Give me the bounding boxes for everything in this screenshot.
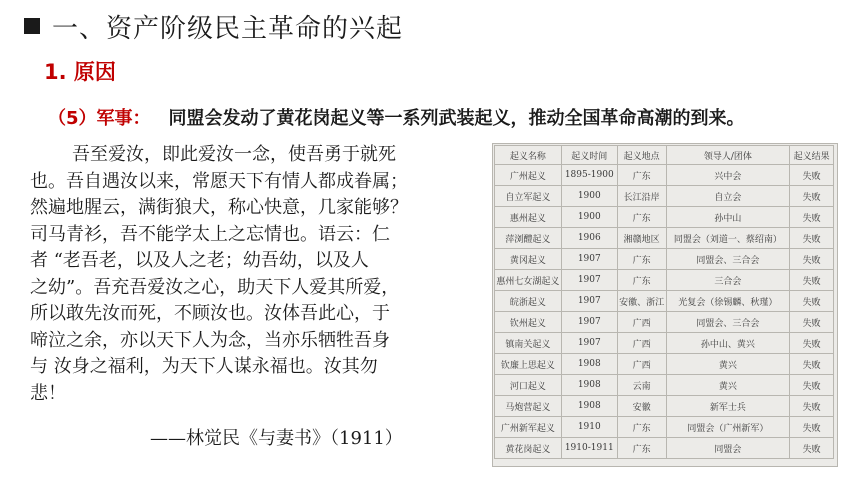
- table-cell: 失败: [790, 165, 834, 186]
- table-cell: 失败: [790, 354, 834, 375]
- table-cell: 同盟会、三合会: [666, 312, 790, 333]
- table-cell: 安徽、浙江: [617, 291, 666, 312]
- letter-line: 悲！: [30, 382, 66, 404]
- table-header-row: [495, 146, 834, 165]
- table-cell: 失败: [790, 249, 834, 270]
- table-cell: 失败: [790, 291, 834, 312]
- table-row: [495, 354, 834, 375]
- table-cell: 1895-1900: [561, 165, 617, 186]
- table-cell: 1900: [561, 207, 617, 228]
- table-row: [495, 249, 834, 270]
- table-cell: 广东: [617, 249, 666, 270]
- table-cell: 黄兴: [666, 375, 790, 396]
- uprising-table-image: [492, 143, 838, 467]
- table-cell: 广西: [617, 312, 666, 333]
- table-cell: 1910-1911: [561, 438, 617, 459]
- table-cell: 广州新军起义: [495, 417, 562, 438]
- table-cell: 失败: [790, 312, 834, 333]
- letter-line: 之幼”。吾充吾爱汝之心，助天下人爱其所爱，: [30, 276, 400, 298]
- letter-line: 与 汝身之福利，为天下人谋永福也。汝其勿: [30, 356, 378, 377]
- table-cell: 广州起义: [495, 165, 562, 186]
- table-cell: 1907: [561, 291, 617, 312]
- table-cell: 失败: [790, 333, 834, 354]
- letter-line: 者 “老吾老，以及人之老；幼吾幼，以及人: [30, 250, 369, 271]
- table-row: [495, 165, 834, 186]
- table-cell: 钦州起义: [495, 312, 562, 333]
- table-cell: 安徽: [617, 396, 666, 417]
- table-cell: 失败: [790, 375, 834, 396]
- letter-line: 然遍地腥云，满街狼犬，称心快意，几家能够？: [30, 197, 408, 218]
- table-row: [495, 438, 834, 459]
- table-cell: 黄冈起义: [495, 249, 562, 270]
- table-cell: 广西: [617, 354, 666, 375]
- table-cell: 兴中会: [666, 165, 790, 186]
- table-cell: 光复会（徐锡麟、秋瑾）: [666, 291, 790, 312]
- table-cell: 1907: [561, 333, 617, 354]
- table-cell: 萍浏醴起义: [495, 228, 562, 249]
- table-row: [495, 270, 834, 291]
- table-row: [495, 186, 834, 207]
- table-cell: 广东: [617, 417, 666, 438]
- table-cell: 失败: [790, 186, 834, 207]
- table-cell: 失败: [790, 438, 834, 459]
- table-cell: 1908: [561, 396, 617, 417]
- table-cell: 皖浙起义: [495, 291, 562, 312]
- table-cell: 1907: [561, 249, 617, 270]
- table-cell: 1907: [561, 270, 617, 291]
- table-cell: 黄兴: [666, 354, 790, 375]
- table-cell: 1908: [561, 354, 617, 375]
- table-cell: 1908: [561, 375, 617, 396]
- table-cell: 1906: [561, 228, 617, 249]
- letter-signature: ——林觉民《与妻书》（1911）: [150, 428, 403, 449]
- table-row: [495, 291, 834, 312]
- table-cell: 同盟会、三合会: [666, 249, 790, 270]
- table-cell: 广东: [617, 270, 666, 291]
- table-cell: 孙中山: [666, 207, 790, 228]
- table-cell: 失败: [790, 207, 834, 228]
- table-cell: 钦廉上思起义: [495, 354, 562, 375]
- table-cell: 马炮营起义: [495, 396, 562, 417]
- letter-excerpt: [30, 142, 480, 407]
- table-row: [495, 375, 834, 396]
- table-cell: 广东: [617, 438, 666, 459]
- letter-line: 所以敢先汝而死，不顾汝也。汝体吾此心，于: [30, 303, 390, 324]
- table-cell: 镇南关起义: [495, 333, 562, 354]
- table-cell: 河口起义: [495, 375, 562, 396]
- section-heading: 1. 原因: [44, 60, 116, 84]
- table-cell: 惠州七女湖起义: [495, 270, 562, 291]
- table-cell: 长江沿岸: [617, 186, 666, 207]
- table-cell: 同盟会: [666, 438, 790, 459]
- uprising-table: [494, 145, 834, 459]
- page-title: 一、资产阶级民主革命的兴起: [52, 13, 404, 44]
- table-cell: 失败: [790, 396, 834, 417]
- column-header: 起义名称: [495, 146, 562, 165]
- table-cell: 失败: [790, 270, 834, 291]
- table-cell: 广西: [617, 333, 666, 354]
- table-cell: 孙中山、黄兴: [666, 333, 790, 354]
- column-header: 起义地点: [617, 146, 666, 165]
- table-row: [495, 312, 834, 333]
- slide-header: [24, 10, 403, 42]
- table-cell: 同盟会（广州新军）: [666, 417, 790, 438]
- bullet-square-icon: [24, 18, 40, 34]
- table-cell: 失败: [790, 228, 834, 249]
- table-row: [495, 417, 834, 438]
- table-cell: 自立会: [666, 186, 790, 207]
- column-header: 领导人/团体: [666, 146, 790, 165]
- point-text: 同盟会发动了黄花岗起义等一系列武装起义，推动全国革命高潮的到来。: [168, 108, 745, 129]
- table-cell: 云南: [617, 375, 666, 396]
- column-header: 起义时间: [561, 146, 617, 165]
- table-cell: 湘赣地区: [617, 228, 666, 249]
- letter-line: 司马青衫，吾不能学太上之忘情也。语云：仁: [30, 223, 390, 245]
- table-cell: 自立军起义: [495, 186, 562, 207]
- table-cell: 新军士兵: [666, 396, 790, 417]
- table-cell: 1900: [561, 186, 617, 207]
- table-row: [495, 207, 834, 228]
- column-header: 起义结果: [790, 146, 834, 165]
- table-cell: 同盟会（刘道一、蔡绍南）: [666, 228, 790, 249]
- letter-line: 啼泣之余，亦以天下人为念，当亦乐牺牲吾身: [30, 329, 390, 351]
- table-cell: 1910: [561, 417, 617, 438]
- point-line: [48, 104, 745, 130]
- table-row: [495, 228, 834, 249]
- table-cell: 广东: [617, 165, 666, 186]
- table-cell: 失败: [790, 417, 834, 438]
- table-cell: 黄花岗起义: [495, 438, 562, 459]
- table-row: [495, 396, 834, 417]
- point-label: （5）军事：: [48, 108, 151, 129]
- letter-line: 吾至爱汝，即此爱汝一念，使吾勇于就死: [72, 144, 396, 165]
- table-cell: 三合会: [666, 270, 790, 291]
- table-cell: 惠州起义: [495, 207, 562, 228]
- table-cell: 广东: [617, 207, 666, 228]
- letter-line: 也。吾自遇汝以来，常愿天下有情人都成眷属；: [30, 170, 408, 192]
- table-cell: 1907: [561, 312, 617, 333]
- table-row: [495, 333, 834, 354]
